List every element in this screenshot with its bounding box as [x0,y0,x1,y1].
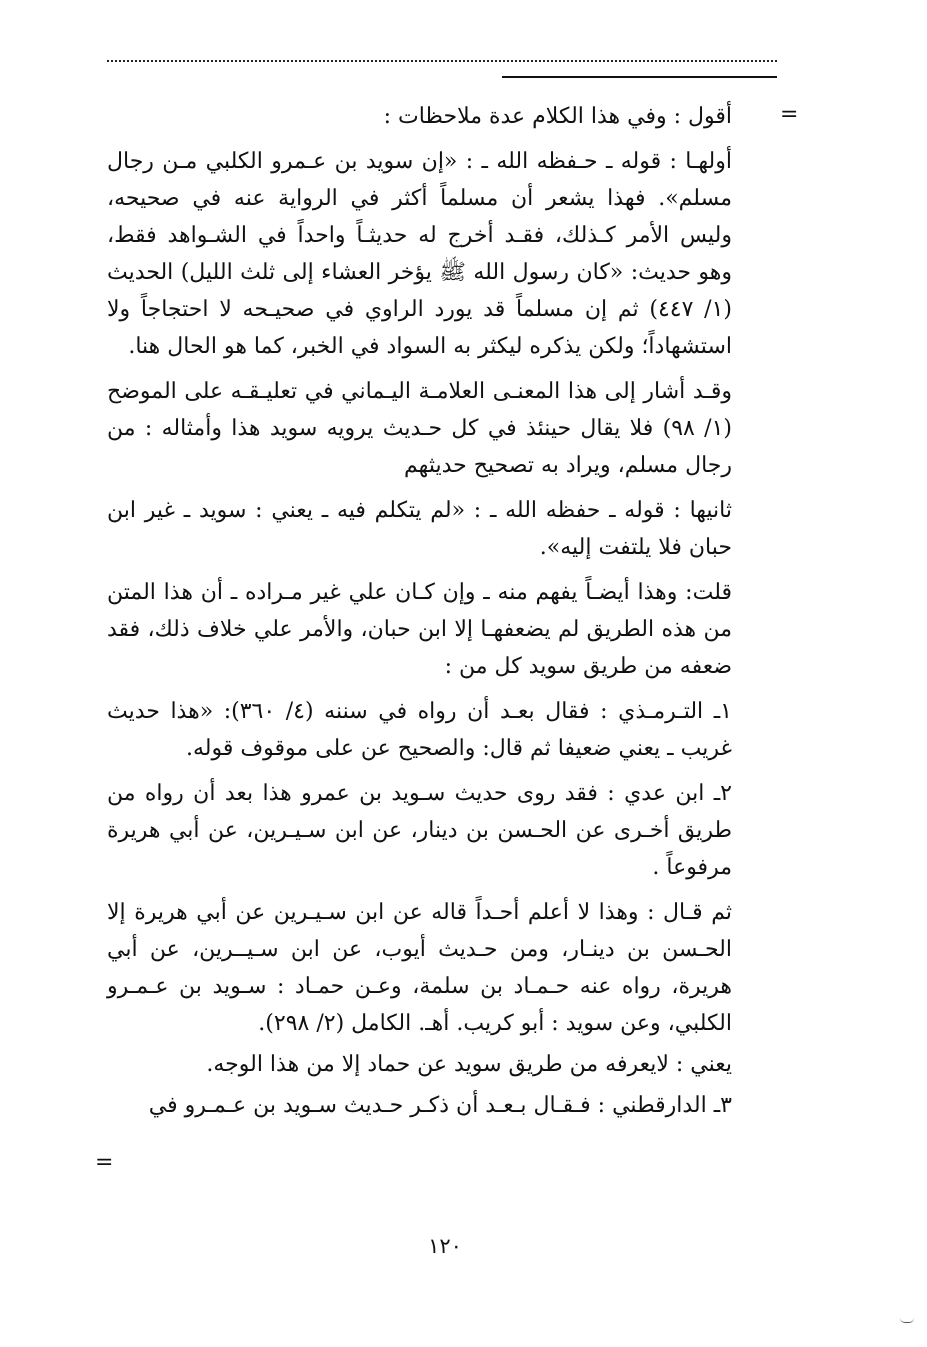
continuation-mark-top: = [780,102,799,127]
header-dotted-rule [107,60,777,62]
paragraph-second-note: ثانيها : قوله ـ حفظه الله ـ : «لم يتكلم فيه ـ يعني : سويد ـ غير ابن حبان فلا يلتفت إليه». [107,498,732,560]
list-item-ibn-adi: ٢ـ ابن عدي : فقد روى حديث سـويد بن عمرو هذا بعد أن رواه من طريق أخـرى عن الحـسن بن دينار، عن ابن سـيـرين، عن أبي هريرة مرفوعاً . [107,781,732,880]
paragraph-yani: يعني : لايعرفه من طريق سويد عن حماد إلا من هذا الوجه. [206,1052,732,1077]
paragraph-ibn-adi-quote: ثم قـال : وهذا لا أعلم أحـداً قاله عن ابن سـيـرين عن أبي هريرة إلا الحـسن بن دينـار، ومن حـديث أيوب، عن ابن سـيــرين، عن أبي هريرة، رواه عنه حـمـاد بن سلمة، وعـن حمـاد : سـويد بن عـمـرو الكلبي، وعن سويد : أبو كريب. أهـ. الكامل (٢/ ٢٩٨). [107,900,732,1036]
list-item-tirmidhi: ١ـ التـرمـذي : فقال بعـد أن رواه في سننه (٤/ ٣٦٠): «هذا حديث غريب ـ يعني ضعيفا ثم قال: والصحيح عن على موقوف قوله. [107,699,732,761]
paragraph-qult: قلت: وهذا أيضـاً يفهم منه ـ وإن كـان علي غير مـراده ـ أن هذا المتن من هذه الطريق لم يضعفهـا إلا ابن حبان، والأمر علي خلاف ذلك، فقد ضعفه من طريق سويد كل من : [107,580,732,679]
header-solid-rule [502,76,777,78]
body-text [107,98,732,1128]
scan-artifact [900,1318,914,1323]
list-item-daraqutni: ٣ـ الدارقطني : فـقـال بـعـد أن ذكـر حـديث سـويد بن عـمـرو في [148,1093,732,1118]
paragraph-yamani-reference: وقـد أشار إلى هذا المعنـى العلامـة اليـماني في تعليـقـه على الموضح (١/ ٩٨) فلا يقال حينئذ في كل حـديث يرويه سويد هذا وأمثاله : من رجال مسلم، ويراد به تصحيح حديثهم [107,379,732,478]
continuation-mark-bottom: = [95,1150,114,1175]
paragraph-intro: أقول : وفي هذا الكلام عدة ملاحظات : [383,104,732,129]
paragraph-first-note: أولهـا : قوله ـ حـفظه الله ـ : «إن سويد بن عـمرو الكلبي مـن رجال مسلم». فهذا يشعر أن مسلماً أكثر في الرواية عنه في صحيحه، وليس الأمر كـذلك، فقـد أخرج له حديثـاً واحداً في الشـواهد فقط، وهو حديث: «كان رسول الله ﷺ يؤخر العشاء إلى ثلث الليل) الحديث (١/ ٤٤٧) ثم إن مسلماً قد يورد الراوي في صحيـحه لا احتجاجاً ولا استشهاداً؛ ولكن يذكره ليكثر به السواد في الخبر، كما هو الحال هنا. [107,149,732,359]
page-number: ١٢٠ [428,1234,462,1258]
